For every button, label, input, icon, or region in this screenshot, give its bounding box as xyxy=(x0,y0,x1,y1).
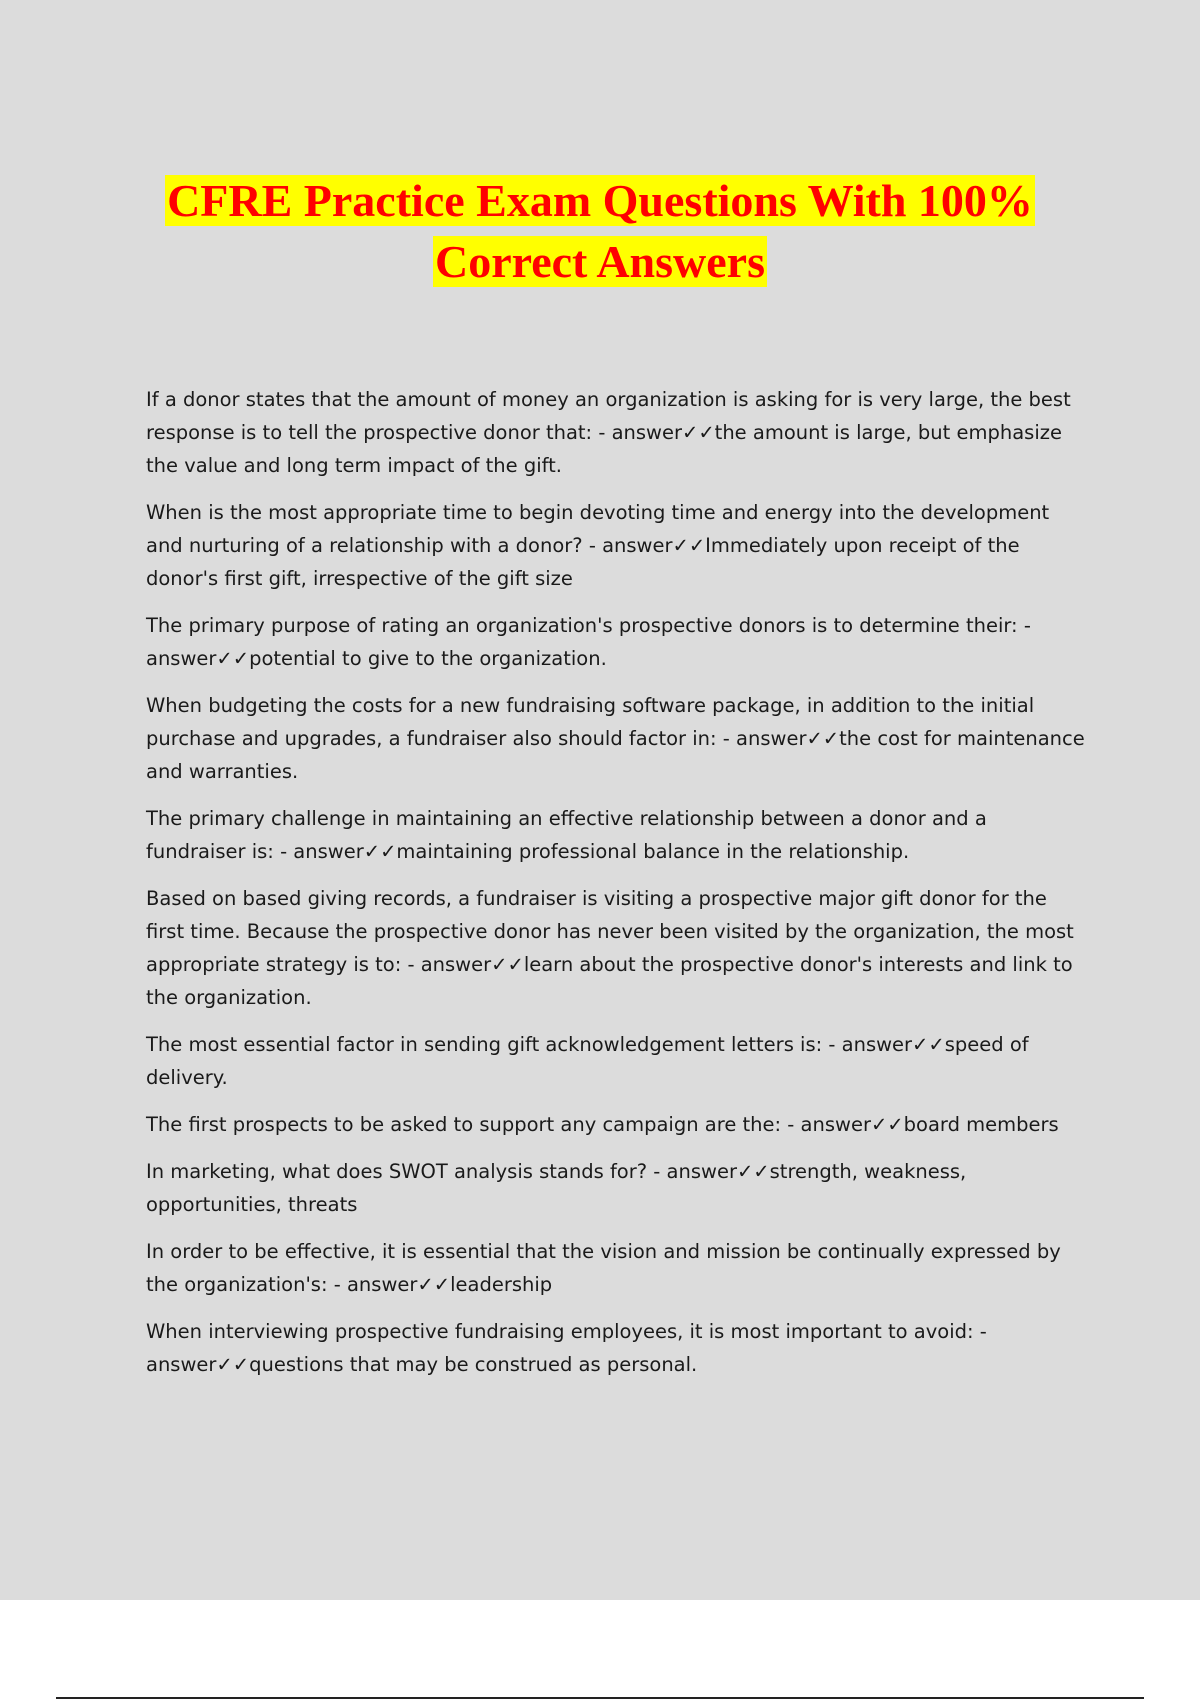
qa-item: The first prospects to be asked to support any campaign are the: - answer✓✓board members xyxy=(146,1113,1059,1136)
qa-item: When budgeting the costs for a new fundraising software package, in addition to the initial purchase and upgrades, a fundraiser also should factor in: - answer✓✓the cost for maintenance and warranties. xyxy=(146,694,1085,783)
bottom-divider xyxy=(56,1697,1144,1699)
qa-item: In marketing, what does SWOT analysis stands for? - answer✓✓strength, weakness, opportunities, threats xyxy=(146,1160,967,1216)
qa-item: When is the most appropriate time to begin devoting time and energy into the development and nurturing of a relationship with a donor? - answer✓✓Immediately upon receipt of the donor's first gift, irrespective of the gift size xyxy=(146,501,1050,590)
qa-item: In order to be effective, it is essential that the vision and mission be continually expressed by the organization's: - answer✓✓leadership xyxy=(146,1240,1061,1296)
qa-item: The primary purpose of rating an organization's prospective donors is to determine their: - answer✓✓potential to give to the organization. xyxy=(146,614,1031,670)
title-line-1: CFRE Practice Exam Questions With 100% xyxy=(167,175,1033,226)
qa-item: If a donor states that the amount of money an organization is asking for is very large, the best response is to tell the prospective donor that: - answer✓✓the amount is large, but emphasize the value and long term impact of the gift. xyxy=(146,388,1071,477)
qa-item: Based on based giving records, a fundraiser is visiting a prospective major gift donor for the first time. Because the prospective donor has never been visited by the organization, the most appropriate strategy is to: - answer✓✓learn about the prospective donor's interests and link to the organization. xyxy=(146,887,1074,1009)
qa-item: When interviewing prospective fundraising employees, it is most important to avoid: - answer✓✓questions that may be construed as personal. xyxy=(146,1320,987,1376)
question-answer-list xyxy=(146,383,1091,1395)
document-title xyxy=(0,170,1200,292)
qa-item: The primary challenge in maintaining an effective relationship between a donor and a fundraiser is: - answer✓✓maintaining professional balance in the relationship. xyxy=(146,807,987,863)
title-line-2: Correct Answers xyxy=(435,236,765,287)
qa-item: The most essential factor in sending gift acknowledgement letters is: - answer✓✓speed of delivery. xyxy=(146,1033,1029,1089)
